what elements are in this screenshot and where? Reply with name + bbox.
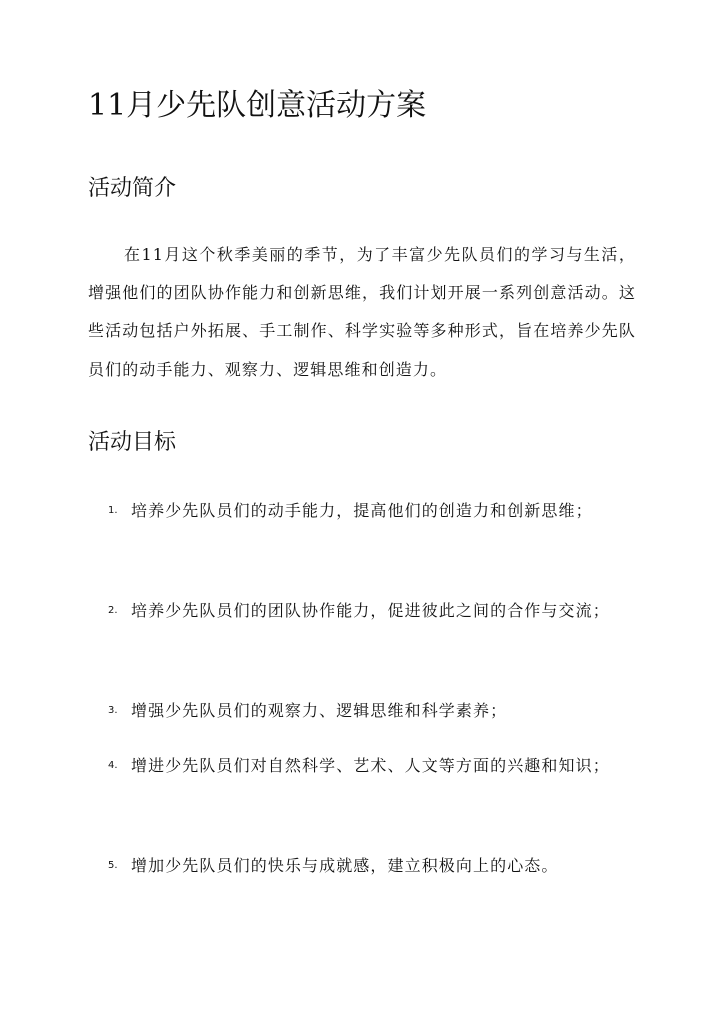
list-item-number: 2. <box>108 605 118 616</box>
list-item-text: 培养少先队员们的动手能力，提高他们的创造力和创新思维； <box>131 501 593 520</box>
goal-list-item <box>108 738 628 793</box>
list-item-text: 增进少先队员们对自然科学、艺术、人文等方面的兴趣和知识； <box>131 756 610 775</box>
section-heading-goals: 活动目标 <box>88 430 177 455</box>
list-item-text: 增强少先队员们的观察力、逻辑思维和科学素养； <box>131 701 508 720</box>
list-item-number: 1. <box>108 505 118 516</box>
goal-list-item <box>108 683 628 738</box>
list-item-number: 4. <box>108 760 118 771</box>
list-item-number: 3. <box>108 705 118 716</box>
document-title: 11月少先队创意活动方案 <box>88 88 427 123</box>
list-item-text: 培养少先队员们的团队协作能力，促进彼此之间的合作与交流； <box>131 601 610 620</box>
goal-list-item <box>108 838 628 893</box>
list-item-number: 5. <box>108 860 118 871</box>
goal-list-item <box>108 583 628 638</box>
intro-paragraph: 在11月这个秋季美丽的季节，为了丰富少先队员们的学习与生活，增强他们的团队协作能力和创新思维，我们计划开展一系列创意活动。这些活动包括户外拓展、手工制作、科学实验等多种形式，旨在培养少先队员们的动手能力、观察力、逻辑思维和创造力。 <box>88 245 636 379</box>
section-heading-intro: 活动简介 <box>88 176 177 201</box>
list-item-text: 增加少先队员们的快乐与成就感，建立积极向上的心态。 <box>131 856 559 875</box>
goal-list-item <box>108 483 628 538</box>
